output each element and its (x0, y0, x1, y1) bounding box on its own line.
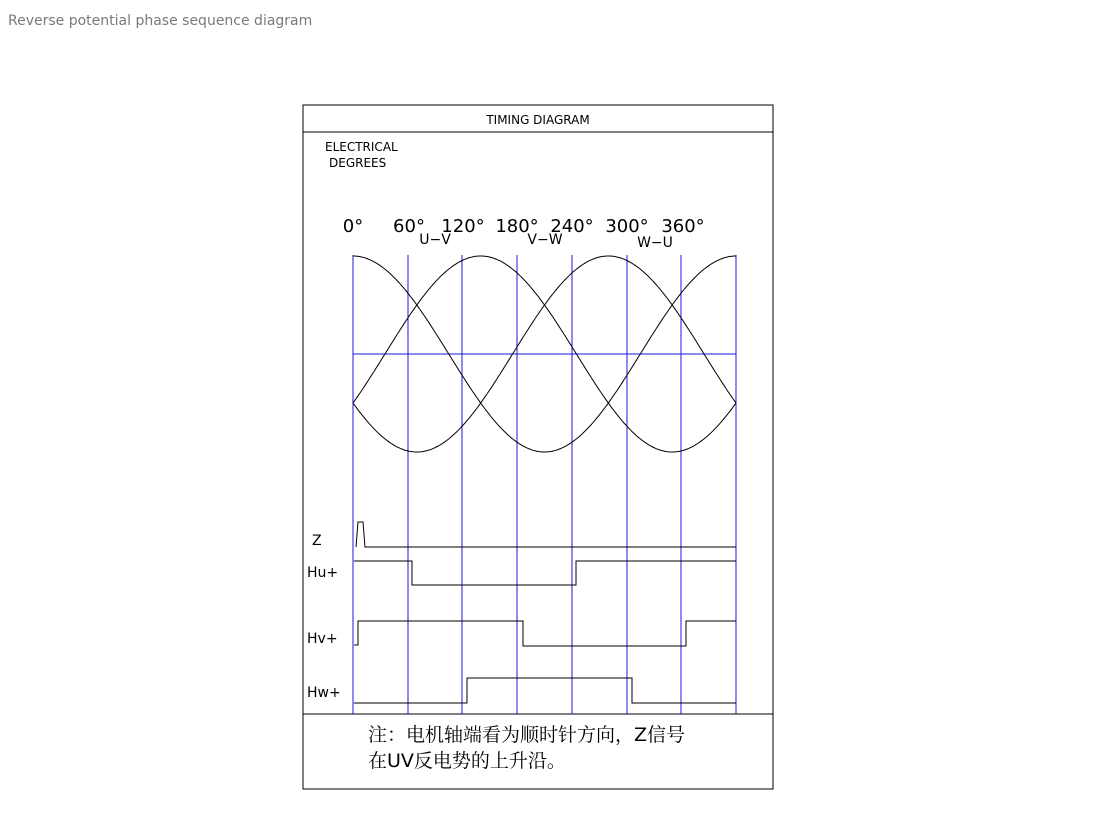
signal-label-hu: Hu+ (307, 565, 339, 581)
hu-trace (354, 561, 736, 585)
note-line-1: 注：电机轴端看为顺时针方向，Z信号 (368, 724, 686, 746)
degree-label-120: 120° (441, 216, 485, 237)
diagram-frame (303, 105, 773, 789)
degree-label-180: 180° (495, 216, 539, 237)
axis-label-electrical: ELECTRICAL (325, 140, 398, 154)
diagram-note (368, 722, 768, 774)
degree-label-240: 240° (550, 216, 594, 237)
grid-vertical-lines (353, 255, 736, 714)
signal-label-hw: Hw+ (307, 685, 341, 701)
signal-label-hv: Hv+ (307, 631, 338, 647)
axis-label-degrees: DEGREES (329, 156, 387, 170)
degree-label-300: 300° (605, 216, 649, 237)
z-pulse-trace (356, 522, 736, 547)
hw-trace (354, 678, 736, 703)
hv-trace (354, 621, 736, 646)
phase-label-w-u: W−U (637, 235, 673, 251)
phase-label-u-v: U−V (419, 232, 451, 248)
image-caption: Reverse potential phase sequence diagram (8, 13, 313, 29)
phase-label-v-w: V−W (527, 232, 563, 248)
degree-label-0: 0° (342, 216, 364, 237)
degree-label-60: 60° (393, 216, 425, 237)
signal-label-z: Z (312, 533, 322, 549)
degree-label-360: 360° (661, 216, 705, 237)
digital-traces (354, 522, 736, 703)
diagram-title: TIMING DIAGRAM (486, 113, 590, 127)
note-line-2: 在UV反电势的上升沿。 (368, 750, 566, 772)
